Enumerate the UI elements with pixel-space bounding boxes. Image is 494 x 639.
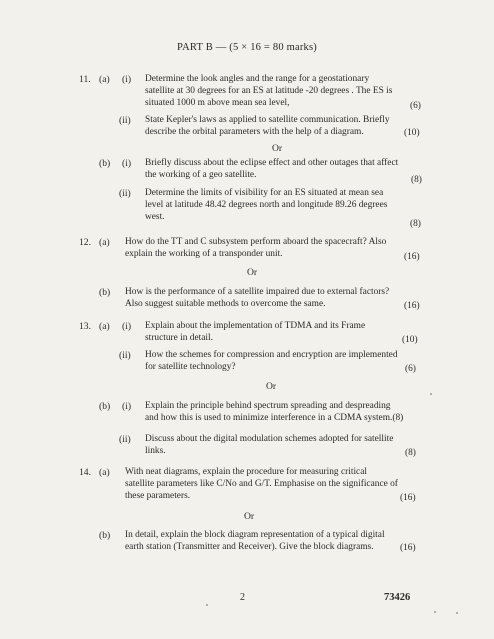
part-header: PART B — (5 × 16 = 80 marks): [177, 42, 317, 53]
q13a-ii-line-2: for satellite technology?: [145, 362, 236, 372]
q12a-line-1: How do the TT and C subsystem perform aboard the spacecraft? Also: [125, 237, 387, 247]
q12a-line-2: explain the working of a transponder unit.: [125, 249, 283, 259]
scan-speck: [456, 612, 458, 614]
q12b-marks: (16): [404, 301, 420, 311]
q13a-i-line-1: Explain about the implementation of TDMA and its Frame: [145, 321, 366, 331]
q13b-i-line-2: and how this is used to minimize interference in a CDMA system.(8): [145, 413, 404, 423]
q13a-ii-label: (ii): [119, 350, 131, 361]
q14b-label: (b): [99, 530, 111, 541]
q14a-line-3: these parameters.: [125, 491, 191, 501]
q13b-ii-marks: (8): [405, 448, 416, 458]
question-number-11: 11.: [79, 74, 91, 85]
q14a-marks: (16): [400, 493, 416, 503]
q11b-ii-line-2: level at latitude 48.42 degrees north and longitude 89.26 degrees: [145, 200, 388, 210]
q13a-i-label: (i): [122, 321, 132, 332]
q13a-ii-marks: (6): [405, 364, 416, 374]
q11a-i-line-2: satellite at 30 degrees for an ES at latitude -20 degrees . The ES is: [145, 86, 393, 96]
question-number-13: 13.: [79, 321, 91, 332]
q13b-ii-label: (ii): [119, 434, 131, 445]
q11a-i-label: (i): [122, 74, 132, 85]
q11b-ii-label: (ii): [119, 188, 131, 199]
scan-speck: [434, 611, 436, 613]
q11b-ii-marks: (8): [410, 219, 421, 229]
q13b-ii-line-2: links.: [145, 446, 166, 456]
q14b-line-2: earth station (Transmitter and Receiver). Give the block diagrams.: [125, 542, 374, 552]
question-number-14: 14.: [79, 467, 91, 478]
q11a-label: (a): [99, 74, 110, 85]
question-number-12: 12.: [79, 237, 91, 248]
q12b-label: (b): [99, 287, 111, 298]
paper-code: 73426: [384, 592, 411, 603]
q12b-line-1: How is the performance of a satellite impaired due to external factors?: [125, 287, 390, 297]
q14a-label: (a): [99, 467, 110, 478]
q14b-marks: (16): [400, 543, 416, 553]
q11b-i-label: (i): [122, 158, 132, 169]
q14a-line-1: With neat diagrams, explain the procedure for measuring critical: [125, 467, 367, 477]
scan-speck: [206, 604, 208, 606]
q14a-line-2: satellite parameters like C/No and G/T. Emphasise on the significance of: [125, 479, 398, 489]
q11b-i-marks: (8): [411, 175, 422, 185]
q14b-line-1: In detail, explain the block diagram representation of a typical digital: [125, 530, 385, 540]
q11a-ii-line-2: describe the orbital parameters with the help of a diagram.: [145, 127, 364, 137]
page-number: 2: [240, 592, 245, 603]
q13a-ii-line-1: How the schemes for compression and encryption are implemented: [145, 350, 398, 360]
q11a-i-line-1: Determine the look angles and the range for a geostationary: [145, 74, 370, 84]
q11a-ii-line-1: State Kepler's laws as applied to satellite communication. Briefly: [145, 115, 390, 125]
q13b-i-line-1: Explain the principle behind spectrum spreading and despreading: [145, 401, 391, 411]
scan-speck: [430, 393, 432, 395]
or-divider-12: Or: [247, 267, 258, 278]
q12b-line-2: Also suggest suitable methods to overcome the same.: [125, 299, 326, 309]
q11b-i-line-2: the working of a geo satellite.: [145, 170, 257, 180]
q11b-ii-line-3: west.: [145, 212, 165, 222]
q11b-label: (b): [99, 158, 111, 169]
q12a-marks: (16): [404, 252, 420, 262]
q13a-i-line-2: structure in detail.: [145, 333, 213, 343]
q12a-label: (a): [99, 237, 110, 248]
q11a-ii-marks: (10): [404, 128, 420, 138]
q13b-i-label: (i): [122, 401, 132, 412]
q11a-i-line-3: situated 1000 m above mean sea level,: [145, 98, 290, 108]
q11b-ii-line-1: Determine the limits of visibility for an ES situated at mean sea: [145, 188, 384, 198]
or-divider-13: Or: [266, 381, 277, 392]
q13a-i-marks: (10): [402, 335, 418, 345]
q11b-i-line-1: Briefly discuss about the eclipse effect and other outages that affect: [145, 158, 399, 168]
or-divider-14: Or: [244, 511, 255, 522]
q11a-i-marks: (6): [410, 101, 421, 111]
q13b-label: (b): [99, 401, 111, 412]
or-divider-11: Or: [272, 143, 283, 154]
q13b-ii-line-1: Discuss about the digital modulation schemes adopted for satellite: [145, 434, 394, 444]
q13a-label: (a): [99, 321, 110, 332]
q11a-ii-label: (ii): [119, 115, 131, 126]
